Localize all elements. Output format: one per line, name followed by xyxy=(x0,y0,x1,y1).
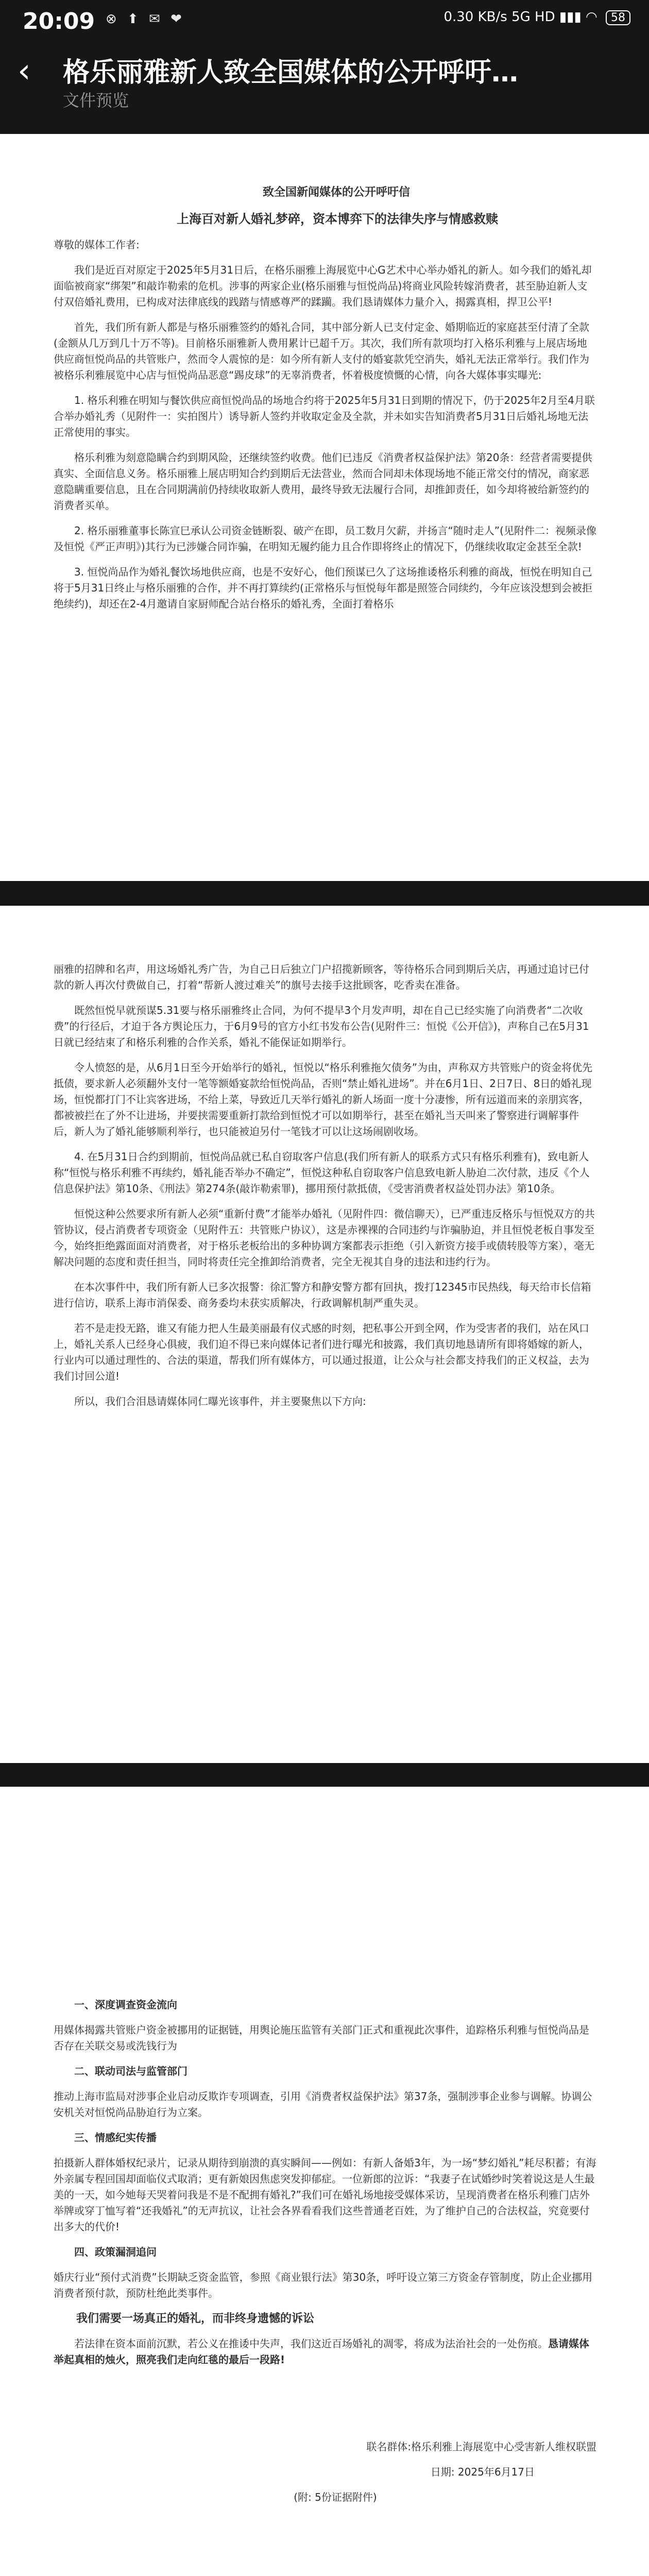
section-body: 拍摄新人群体婚权纪录片，记录从期待到崩溃的真实瞬间——例如：有新人备婚3年，为一场“梦幻婚礼”耗尽积蓄；有海外亲属专程回国却面临仪式取消；更有新娘因焦虑突发抑郁症。一位新郎的泣诉：“我妻子在试婚纱时笑着说这是人生最美的一天，如今她每天哭着问我是不是不配拥有婚礼?”我们可在婚礼场地接受媒体采访，呈现消费者在格乐利雅门店外举牌或穿丁恤写着“还我婚礼”的无声抗议，让社会各界看看我们这些普通老百姓，为了维护自己的合法权益，究竟要付出多大的代价! xyxy=(54,2157,596,2233)
paragraph: 既然恒悦早就预谋5.31要与格乐丽雅终止合同，为何不提早3个月发声明，却在自己已经实施了向消费者“二次收费”的行径后，才迫于各方舆论压力，于6月9号的官方小红书发布公告(见附件三：恒悦《公开信》)，声称自己在5月31日就已经结束了和格乐利雅的合作关系，婚礼不能保证如期举行。 xyxy=(54,1004,589,1048)
status-bar xyxy=(0,0,649,41)
notification-icons: ⊗ ⬆ ✉ ❤ xyxy=(106,11,185,27)
paragraph: 恒悦这种公然要求所有新人必须“重新付费”才能举办婚礼（见附件四：微信聊天），已严重违反格乐与恒悦双方的共管协议，侵占消费者专项资金（见附件五：共管账户协议），这是赤裸裸的合同违约与诈骗胁迫，并且恒悦老板自事发至今，始终拒绝露面面对消费者，对于格乐老板给出的多种协调方案都表示拒绝（引入新资方接手或债转股等方案），毫无解决问题的态度和责任担当，同时将责任完全推卸给消费者，完全无视其自身的违法和违约行为。 xyxy=(54,1208,595,1268)
page-2-text xyxy=(54,961,596,1419)
page-title: 格乐丽雅新人致全国媒体的公开呼吁… xyxy=(63,57,519,88)
salutation: 尊敬的媒体工作者: xyxy=(54,239,140,251)
paragraph: 所以，我们合泪恳请媒体同仁曝光该事件，并主要聚焦以下方向: xyxy=(74,1395,366,1408)
document-page-3 xyxy=(0,1787,649,2576)
section-body: 婚庆行业“预付式消费”长期缺乏资金监管，参照《商业银行法》第30条，呼吁设立第三方资金存管制度，防止企业挪用消费者预付款，预防杜绝此类事件。 xyxy=(54,2271,593,2299)
paragraph: 我们是近百对原定于2025年5月31日后，在格乐丽雅上海展览中心G艺术中心举办婚礼的新人。如今我们的婚礼却面临被商家“绑架”和敲诈勒索的危机。涉事的两家企业(格乐丽雅与恒悦尚品)将商业风险转嫁消费者，甚至胁迫新人支付双倍婚礼费用，已构成对法律底线的践踏与情感尊严的蹂躏。我们恳请媒体力量介入，揭露真相，捍卫公平! xyxy=(54,264,592,308)
network-speed: 0.30 KB/s xyxy=(443,9,507,25)
attachments-note: (附: 5份证据附件) xyxy=(294,2491,377,2503)
paragraph: 若不是走投无路，谁又有能力把人生最美丽最有仪式感的时刻，把私事公开到全网，作为受害者的我们，站在风口上，婚礼关系人已经身心俱疲，我们迫不得已来向媒体记者们进行曝光和披露，我们真切地恳请所有即将婚嫁的新人，行业内可以通过理性的、合法的渠道，帮我们所有媒体方，可以通过报道，让公众与社会都支持我们的正义权益，去为我们讨回公道! xyxy=(54,1322,589,1382)
document-page-2 xyxy=(0,906,649,1763)
letter-title: 致全国新闻媒体的公开呼吁信 xyxy=(262,186,410,199)
section-heading: 四、政策漏洞追问 xyxy=(74,2246,157,2258)
chevron-left-icon[interactable]: ‹ xyxy=(18,52,31,90)
letter-subtitle: 上海百对新人婚礼梦碎，资本博弈下的法律失序与情感救赎 xyxy=(177,212,498,226)
paragraph: 令人愤怒的是，从6月1日至今开始举行的婚礼，恒悦以“格乐利雅拖欠债务”为由，声称双方共管账户的资金将优先抵债，要求新人必须翻外支付一笔等额婚宴款给恒悦尚品，否则“禁止婚礼进场”。并在6月1日、2日7日、8日的婚礼现场，恒悦都打门不让宾客进场，不给上菜，导致近几天举行婚礼的新人场面一度十分凄惨，所有远道而来的亲朋宾客，都被被拦在了外不让进场，并要挟需要重新打款给到恒悦才可以如期举行，甚至在婚礼当天叫来了警察进行调解事件后，新人为了婚礼能够顺利举行，也只能被迫另付一笔钱才可以让这场闹剧收场。 xyxy=(54,1061,593,1138)
paragraph: 4. 在5月31日合约到期前，恒悦尚品就已私自窃取客户信息(我们所有新人的联系方式只有格乐利雅有)，致电新人称“恒悦与格乐利雅不再续约，婚礼能否举办不确定”，恒悦这种私自窃取客户信息致电新人胁迫二次付款，违反《个人信息保护法》第10条、《刑法》第274条(敲诈勒索罪)，挪用预付款抵债，《受害消费者权益处罚办法》第10条。 xyxy=(54,1150,590,1195)
page-1-text xyxy=(54,184,596,621)
signal-icon: 5G HD ▮▮▮ ◠ xyxy=(511,9,597,25)
section-body: 推动上海市监局对涉事企业启动反欺诈专项调查，引用《消费者权益保护法》第37条，强制涉事企业参与调解。协调公安机关对恒悦尚品胁迫行为立案。 xyxy=(54,2090,592,2119)
paragraph: 首先，我们所有新人都是与格乐丽雅签约的婚礼合同，其中部分新人已支付定金、婚期临近的家庭甚至付清了全款(金额从几万到几十万不等)。目前格乐丽雅新人费用累计已超千万。其次，我们所有款项均打入格乐利雅与上展店场地供应商恒悦尚品的共管账户，然而令人震惊的是：如今所有新人支付的婚宴款凭空消失，婚礼无法正常举行。我们作为被格乐利雅展览中心店与恒悦尚品恶意“踢皮球”的无辜消费者，怀着极度愤慨的心情，向各大媒体事实曝光: xyxy=(54,321,589,381)
section-heading: 一、深度调查资金流向 xyxy=(74,1998,177,2011)
signature: 联名群体:格乐利雅上海展览中心受害新人维权联盟 xyxy=(366,2441,596,2453)
page-3-text xyxy=(54,1997,596,2515)
callout: 我们需要一场真正的婚礼，而非终身遗憾的诉讼 xyxy=(76,2312,315,2325)
closing-paragraph xyxy=(54,2336,596,2368)
paragraph: 丽雅的招牌和名声，用这场婚礼秀广告，为自己日后独立门户招揽新顾客，等待格乐合同到期后关店，再通过追讨已付款的新人再次付费做自己，打着“帮新人渡过难关”的旗号去接手这批顾客，吃香卖在准备。 xyxy=(54,963,589,991)
status-indicators xyxy=(443,9,630,25)
battery-icon: 58 xyxy=(606,10,630,25)
section-heading: 三、情感纪实传播 xyxy=(74,2131,157,2144)
paragraph: 2. 格乐丽雅董事长陈宣巳承认公司资金链断裂、破产在即，员工数月欠薪，并扬言“随时走人”(见附件二：视频录像及恒悦《严正声明》)其行为已涉嫌合同诈骗，在明知无履约能力且合作即将终止的情况下，仍继续收取定金甚至全款! xyxy=(54,524,596,553)
document-page-1 xyxy=(0,134,649,881)
paragraph: 3. 恒悦尚品作为婚礼餐饮场地供应商，也是不安好心，他们预谋已久了这场推诿格乐利雅的商战，恒悦在明知自己将于5月31日终止与格乐丽雅的合作，并不再打算续约(正常格乐与恒悦每年都是照签合同续约，今年应该没想到会被拒绝续约)，却还在2-4月邀请自家厨师配合站台格乐的婚礼秀，全面打着格乐 xyxy=(54,566,592,610)
closing-text: 若法律在资本面前沉默，若公义在推诿中失声，我们这近百场婚礼的凋零，将成为法治社会的一处伤痕。 xyxy=(74,2337,548,2350)
clock: 20:09 xyxy=(23,8,95,35)
closing-emphasis: 恳请媒体举起真相的烛火，照亮我们走向红毯的最后一段路! xyxy=(54,2337,589,2366)
date: 日期: 2025年6月17日 xyxy=(430,2466,535,2478)
paragraph: 格乐利雅为刻意隐瞒合约到期风险，还继续签约收费。他们已违反《消费者权益保护法》第20条：经营者需要提供真实、全面信息义务。格乐丽雅上展店明知合约到期后无法营业，然而合同却未体现场地不能正常交付的情况，商家恶意隐瞒重要信息，且在合同期满前仍持续收取新人费用，最终导致无法履行合同，却推卸责任，如今却将被给新签约的消费者买单。 xyxy=(54,451,592,512)
section-heading: 二、联动司法与监管部门 xyxy=(74,2065,187,2077)
paragraph: 1. 格乐利雅在明知与餐饮供应商恒悦尚品的场地合约将于2025年5月31日到期的情况下，仍于2025年2月至4月联合举办婚礼秀（见附件一：实拍图片）诱导新人签约并收取定金及全款，并未如实告知消费者5月31日后婚礼场地无法正常使用的事实。 xyxy=(54,394,595,438)
title-bar xyxy=(0,41,649,113)
paragraph: 在本次事件中，我们所有新人已多次报警：徐汇警方和静安警方都有回执，拨打12345市民热线，每天给市长信箱进行信访，联系上海市消保委、商务委均未获实质解决，行政调解机制严重失灵。 xyxy=(54,1281,591,1309)
page-subtitle: 文件预览 xyxy=(63,91,129,110)
section-body: 用媒体揭露共管账户资金被挪用的证据链，用舆论施压监管有关部门正式和重视此次事件，追踪格乐利雅与恒悦尚品是否存在关联交易或洗钱行为 xyxy=(54,2024,589,2052)
